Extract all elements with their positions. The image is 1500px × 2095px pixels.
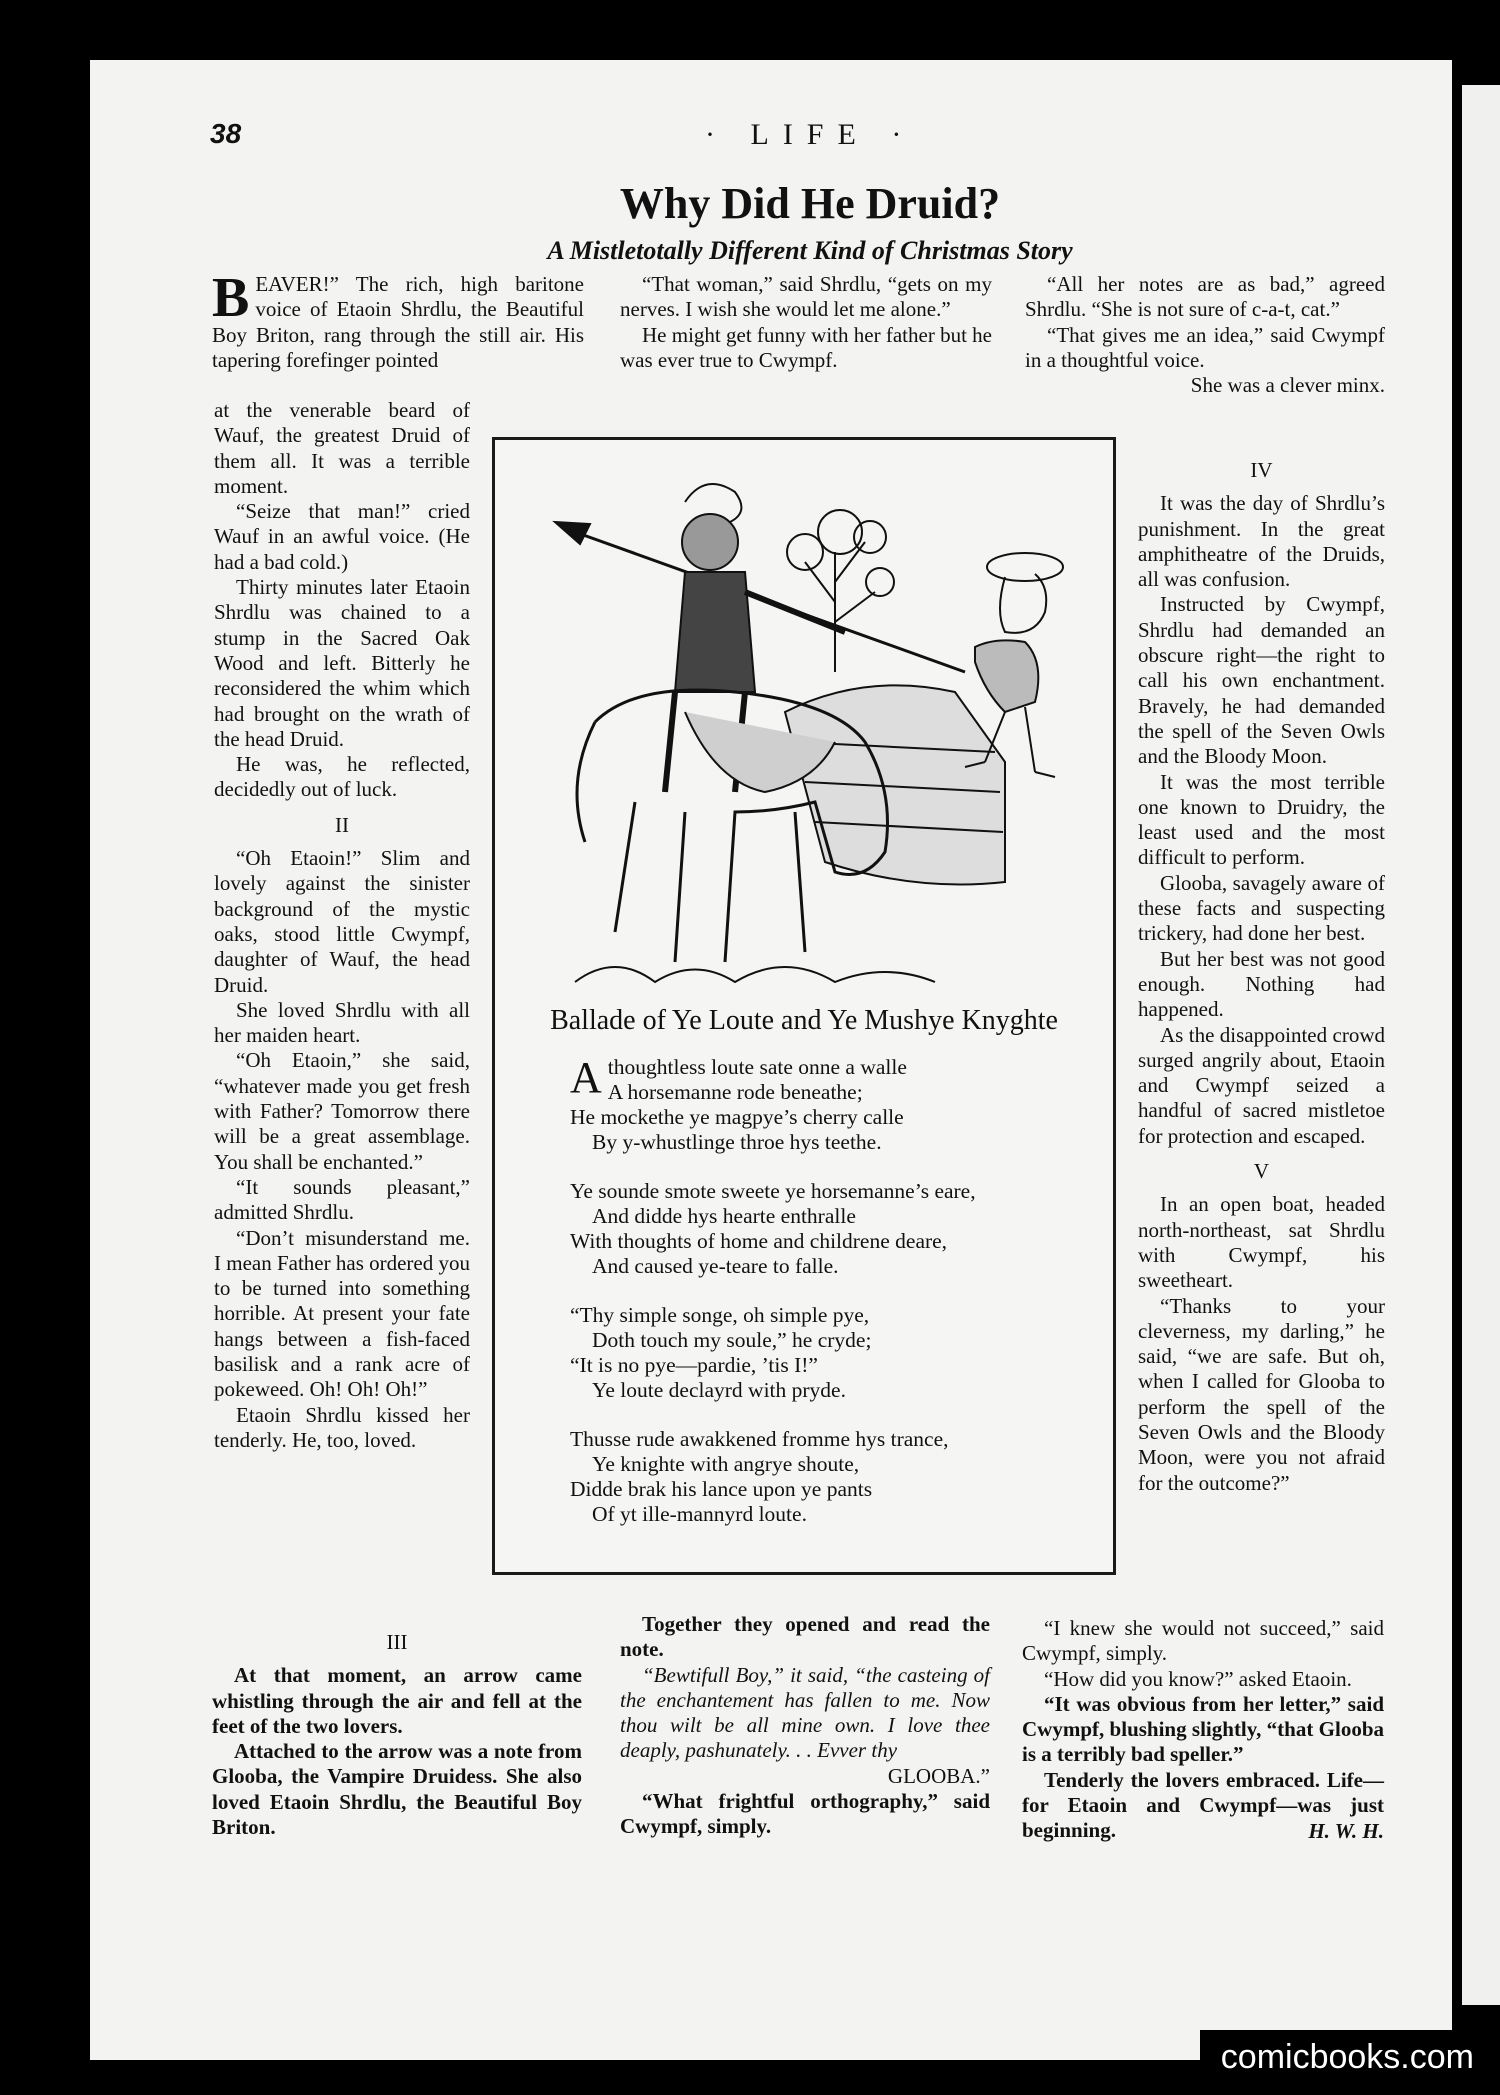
- paragraph: “Don’t misunderstand me. I mean Father has ordered you to be turned into something horrible. At present your fate hangs between a fish-faced basilisk and a rank acre of pokeweed. Oh! Oh! Oh!”: [214, 1225, 470, 1402]
- column-3-narrow: [1138, 448, 1385, 1496]
- watermark-text: comicbooks.com: [1220, 2038, 1474, 2076]
- stanza-4: [570, 1427, 1090, 1527]
- paragraph: “What frightful orthography,” said Cwympf, simply.: [620, 1789, 990, 1839]
- section-heading-3: III: [386, 1630, 408, 1654]
- knight-and-lout-illustration: [535, 462, 1075, 1022]
- drop-cap: B: [212, 267, 250, 329]
- poem-line: Ye knighte with angrye shoute,: [592, 1452, 860, 1476]
- column-2-top: [620, 272, 992, 373]
- paragraph: “I knew she would not succeed,” said Cwympf, simply.: [1022, 1616, 1384, 1666]
- paragraph: But her best was not good enough. Nothing had happened.: [1138, 946, 1385, 1022]
- poem-line: Ye loute declayrd with pryde.: [592, 1378, 846, 1402]
- paragraph: In an open boat, headed north-northeast, sat Shrdlu with Cwympf, his sweetheart.: [1138, 1192, 1385, 1293]
- facing-page-edge: [1462, 85, 1500, 2005]
- section-heading-2: II: [335, 812, 349, 837]
- ballad-title: Ballade of Ye Loute and Ye Mushye Knyghte: [550, 1005, 1058, 1036]
- column-3-top: [1025, 272, 1385, 398]
- article-title: Why Did He Druid?: [619, 179, 1001, 228]
- poem-line: Of yt ille-mannyrd loute.: [592, 1502, 807, 1526]
- stanza-2: [570, 1179, 1090, 1279]
- column-2-bottom: [620, 1612, 990, 1840]
- paragraph: “It sounds pleasant,” admitted Shrdlu.: [214, 1174, 470, 1225]
- poem-line: With thoughts of home and childrene deare,: [570, 1229, 948, 1253]
- paragraph: Glooba, savagely aware of these facts and suspecting trickery, had done her best.: [1138, 870, 1385, 946]
- column-1-top: [212, 267, 584, 373]
- poem-line: Doth touch my soule,” he cryde;: [592, 1328, 872, 1352]
- paragraph: She loved Shrdlu with all her maiden heart.: [214, 997, 470, 1048]
- paragraph: It was the most terrible one known to Druidry, the least used and the most difficult to perform.: [1138, 769, 1385, 870]
- paragraph: “Oh Etaoin!” Slim and lovely against the sinister background of the mystic oaks, stood little Cwympf, daughter of Wauf, the head Druid.: [214, 846, 470, 997]
- paragraph: Instructed by Cwympf, Shrdlu had demanded an obscure right—the right to call his own enchantment. Bravely, he had demanded the spell of the Seven Owls and the Bloody Moon.: [1138, 592, 1385, 769]
- poem-line: “It is no pye—pardie, ’tis I!”: [570, 1353, 818, 1377]
- paragraph: “It was obvious from her letter,” said Cwympf, blushing slightly, “that Glooba is a terribly bad speller.”: [1022, 1691, 1384, 1767]
- article-subtitle: A Mistletotally Different Kind of Christmas Story: [547, 236, 1073, 265]
- poem-line: And caused ye-teare to falle.: [592, 1254, 839, 1278]
- paragraph: He was, he reflected, decidedly out of luck.: [214, 752, 470, 802]
- paragraph: “Thanks to your cleverness, my darling,” he said, “we are safe. But oh, when I called for Glooba to perform the spell of the Seven Owls and the Bloody Moon, were you not afraid for the outcome?”: [1138, 1293, 1385, 1495]
- paragraph: Tenderly the lovers embraced. Life—for Etaoin and Cwympf—was just beginning.: [1022, 1767, 1384, 1843]
- poem-line: Thusse rude awakkened fromme hys trance,: [570, 1427, 949, 1451]
- column-1-bottom: [212, 1620, 582, 1840]
- paragraph: Attached to the arrow was a note from Glooba, the Vampire Druidess. She also loved Etaoin Shrdlu, the Beautiful Boy Briton.: [212, 1739, 582, 1840]
- glooba-note: “Bewtifull Boy,” it said, “the casteing of the enchantement has fallen to me. Now thou wilt be all mine own. I love thee deaply, pashunately. . . Evver thy: [620, 1662, 990, 1763]
- poem-line: He mockethe ye magpye’s cherry calle: [570, 1105, 904, 1129]
- poem-line: And didde hys hearte enthralle: [592, 1204, 856, 1228]
- poem-line: Didde brak his lance upon ye pants: [570, 1477, 873, 1501]
- section-heading-5: V: [1253, 1159, 1270, 1184]
- stanza-1: [570, 1055, 1090, 1155]
- paragraph: He might get funny with her father but he was ever true to Cwympf.: [620, 322, 992, 372]
- paragraph: “How did you know?” asked Etaoin.: [1044, 1666, 1352, 1691]
- paragraph: Together they opened and read the note.: [620, 1612, 990, 1662]
- paragraph: at the venerable beard of Wauf, the greatest Druid of them all. It was a terrible moment.: [214, 398, 470, 498]
- poem-line: By y-whustlinge throe hys teethe.: [592, 1130, 882, 1154]
- author-signature: H. W. H.: [1308, 1818, 1384, 1843]
- column-1-narrow: [214, 398, 470, 1453]
- paragraph: Etaoin Shrdlu kissed her tenderly. He, too, loved.: [214, 1402, 470, 1452]
- poem-line: A horsemanne rode beneathe;: [607, 1080, 863, 1104]
- paragraph: “That gives me an idea,” said Cwympf in a thoughtful voice.: [1025, 322, 1385, 372]
- column-3-bottom: [1022, 1616, 1384, 1844]
- paragraph: It was the day of Shrdlu’s punishment. In the great amphitheatre of the Druids, all was confusion.: [1138, 491, 1385, 592]
- glooba-signature: GLOOBA.”: [887, 1763, 990, 1788]
- masthead: · LIFE ·: [705, 118, 916, 151]
- paragraph: At that moment, an arrow came whistling through the air and fell at the feet of the two lovers.: [212, 1663, 582, 1738]
- poem-line: “Thy simple songe, oh simple pye,: [570, 1303, 870, 1327]
- ballad-poem: [570, 1055, 1090, 1551]
- watermark: [1200, 2030, 1490, 2085]
- paragraph: “Seize that man!” cried Wauf in an awful voice. (He had a bad cold.): [214, 499, 470, 574]
- poem-line: Ye sounde smote sweete ye horsemanne’s eare,: [570, 1179, 976, 1203]
- paragraph: “All her notes are as bad,” agreed Shrdlu. “She is not sure of c-a-t, cat.”: [1025, 272, 1385, 322]
- ballad-drop-cap: A: [570, 1053, 602, 1102]
- poem-line: thoughtless loute sate onne a walle: [607, 1055, 907, 1079]
- paragraph: She was a clever minx.: [1190, 373, 1385, 398]
- stanza-3: [570, 1303, 1090, 1403]
- paragraph: “Oh Etaoin,” she said, “whatever made you get fresh with Father? Tomorrow there will be a great assemblage. You shall be enchanted.”: [214, 1048, 470, 1174]
- section-heading-4: IV: [1250, 458, 1273, 482]
- paragraph: As the disappointed crowd surged angrily about, Etaoin and Cwympf seized a handful of sacred mistletoe for protection and escaped.: [1138, 1022, 1385, 1148]
- ballad-box: [492, 437, 1116, 1575]
- opening-paragraph: BEAVER!” The rich, high baritone voice of Etaoin Shrdlu, the Beautiful Boy Briton, rang through the still air. His tapering forefinger pointed: [212, 267, 584, 372]
- page-number: 38: [210, 118, 242, 149]
- paragraph: Thirty minutes later Etaoin Shrdlu was chained to a stump in the Sacred Oak Wood and left. Bitterly he reconsidered the whim which had brought on the wrath of the head Druid.: [214, 575, 470, 751]
- paragraph: “That woman,” said Shrdlu, “gets on my nerves. I wish she would let me alone.”: [620, 272, 992, 322]
